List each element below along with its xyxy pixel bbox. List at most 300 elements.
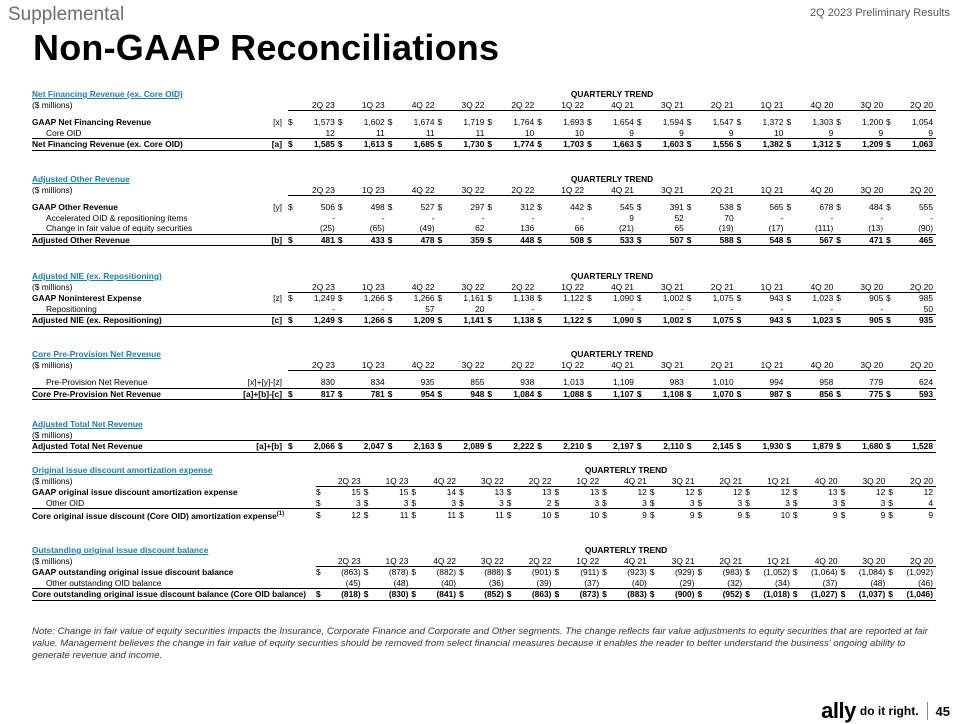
s2-row-value: - <box>830 212 834 223</box>
s5-row-currency: $ <box>288 441 297 453</box>
s1-col-header: 4Q 20 <box>786 100 836 111</box>
s6-row-value: 9 <box>802 509 841 522</box>
s1-col-header: 4Q 22 <box>388 100 438 111</box>
s6-col-header: 4Q 21 <box>602 476 650 487</box>
s7-row-currency: $ <box>602 589 611 601</box>
s5-units: ($ millions) <box>32 429 73 440</box>
s7-row-value: (1,046) <box>897 589 936 601</box>
s7-row-currency: $ <box>649 567 655 577</box>
s1-row-value: 11 <box>375 127 385 138</box>
s2-row-currency <box>836 213 845 224</box>
s1-row-value: 1,312 <box>795 139 836 151</box>
s6-row-value: 9 <box>707 509 746 522</box>
s1-row-value: 1,063 <box>895 139 936 151</box>
s4-row-currency: $ <box>587 388 596 400</box>
s6-row-currency: $ <box>650 509 659 522</box>
s6-row-currency: $ <box>792 487 798 497</box>
s4-row-label: Pre-Provision Net Revenue <box>46 377 148 387</box>
s6-row-value: 12 <box>732 487 743 497</box>
s6-col-header: 1Q 22 <box>554 476 602 487</box>
s7-row-currency <box>793 578 802 589</box>
s7-row-value: (888) <box>484 567 504 577</box>
s4-row-currency <box>687 377 696 388</box>
s7-row-value: (32) <box>727 577 743 588</box>
s7-row-currency <box>650 578 659 589</box>
s6-row-currency: $ <box>506 487 512 497</box>
s3-row-currency: $ <box>736 293 742 303</box>
s7-title <box>32 545 316 556</box>
s4-row-value: 1,070 <box>696 388 737 400</box>
s6-col-header: 4Q 20 <box>793 476 841 487</box>
s6-row-value: 11 <box>468 509 507 522</box>
s7-row-value: (923) <box>627 567 647 577</box>
s1-col-header: 2Q 22 <box>487 100 537 111</box>
s3-col-header: 4Q 20 <box>786 282 836 293</box>
s2-row-value: 52 <box>674 212 684 223</box>
section-core-ppnr <box>32 349 936 400</box>
s2-row-currency: $ <box>537 234 546 246</box>
s5-col-blank-11 <box>836 430 886 441</box>
s1-row-currency: $ <box>537 117 542 127</box>
s3-col-header: 1Q 22 <box>537 282 587 293</box>
s6-row-currency: $ <box>506 497 512 508</box>
s1-col-header: 2Q 21 <box>687 100 737 111</box>
s2-row-value: 359 <box>447 234 488 246</box>
s2-row-value: (65) <box>369 223 385 233</box>
s3-col-header: 2Q 20 <box>886 282 936 293</box>
s7-row-currency: $ <box>840 567 846 577</box>
s2-row-label: GAAP Other Revenue <box>32 202 118 212</box>
s5-title <box>32 419 288 430</box>
s6-units: ($ millions) <box>32 475 73 486</box>
s2-row-value: 484 <box>869 202 884 212</box>
s1-row-value: 1,594 <box>662 117 684 127</box>
s7-row-currency: $ <box>411 589 420 601</box>
s3-row-currency: $ <box>288 293 293 303</box>
s1-row-currency: $ <box>437 117 443 127</box>
s2-row-currency: $ <box>587 202 592 212</box>
s1-row-currency <box>836 128 845 139</box>
s7-row-value: (929) <box>674 567 695 577</box>
s4-col-header: 3Q 21 <box>637 360 687 371</box>
s2-col-header: 4Q 22 <box>388 185 438 196</box>
s6-row-value: 9 <box>850 509 889 522</box>
s1-row-currency <box>687 128 696 139</box>
s3-row-value: 943 <box>769 293 784 303</box>
s6-row-value: 3 <box>880 497 886 508</box>
s3-row-currency: $ <box>438 315 447 327</box>
s4-row-value: 983 <box>669 377 684 387</box>
s2-row-value: 538 <box>719 202 734 212</box>
s2-row-currency <box>687 213 696 224</box>
s1-row-value: 1,674 <box>413 117 435 127</box>
s4-row-value: 855 <box>470 377 485 387</box>
s7-row-currency <box>698 578 707 589</box>
s7-col-header: 3Q 21 <box>650 556 698 567</box>
s2-row-currency <box>637 223 646 234</box>
s7-row-ref <box>300 567 316 578</box>
s6-row-currency: $ <box>554 497 560 508</box>
s6-col-header: 1Q 21 <box>745 476 793 487</box>
s6-row-value: 10 <box>563 509 602 522</box>
section-net-financing-revenue <box>32 89 936 151</box>
s6-row-currency: $ <box>793 509 802 522</box>
s6-row-currency: $ <box>888 497 893 508</box>
s1-row-currency: $ <box>637 139 646 151</box>
s3-row-currency: $ <box>338 315 347 327</box>
s1-col-header: 4Q 21 <box>587 100 637 111</box>
s2-row-value: 66 <box>574 223 585 233</box>
s3-row-currency <box>487 304 496 315</box>
s7-row-value: (48) <box>393 577 409 588</box>
s6-row-value: 2 <box>546 497 552 508</box>
s6-row-value: 12 <box>923 487 933 497</box>
s7-row-currency: $ <box>554 589 563 601</box>
s3-row-value: - <box>780 303 784 314</box>
s6-row-currency: $ <box>554 509 563 522</box>
s1-row-currency: $ <box>288 117 293 127</box>
s7-col-header: 1Q 22 <box>554 556 602 567</box>
s6-row-value: 3 <box>737 497 743 508</box>
s6-row-footnote-ref: (1) <box>276 511 285 517</box>
section-oid-balance <box>32 545 936 601</box>
s7-row-value: (901) <box>531 567 552 577</box>
s2-row-ref <box>242 213 288 224</box>
s3-row-currency: $ <box>587 293 592 303</box>
s1-row-value: 1,764 <box>513 117 535 127</box>
s1-row-currency <box>537 128 546 139</box>
s7-row-value: (1,092) <box>906 567 933 577</box>
s7-row-value: (1,018) <box>754 589 793 601</box>
s3-row-value: 50 <box>923 303 933 314</box>
s3-row-value: 1,122 <box>563 293 585 303</box>
s3-row-value: 1,002 <box>662 293 684 303</box>
s7-row-currency <box>888 578 897 589</box>
s6-row-value: 9 <box>897 509 936 522</box>
s2-row-value: - <box>880 212 884 223</box>
s2-row-value: 678 <box>819 202 834 212</box>
s1-row-value: 1,719 <box>463 117 485 127</box>
s7-row-currency: $ <box>793 589 802 601</box>
s3-col-header: 1Q 21 <box>737 282 787 293</box>
s2-row-value: 391 <box>669 202 684 212</box>
s5-row-currency: $ <box>687 441 696 453</box>
s1-row-currency: $ <box>288 139 297 151</box>
s5-row-value: 1,680 <box>845 441 886 453</box>
s4-row-currency <box>487 377 496 388</box>
s2-row-value: 548 <box>746 234 787 246</box>
s6-row-currency: $ <box>888 509 897 522</box>
s3-row-currency <box>637 304 646 315</box>
s1-row-currency: $ <box>587 117 592 127</box>
s3-row-currency: $ <box>687 315 696 327</box>
s3-row-currency <box>836 304 845 315</box>
s3-row-currency: $ <box>437 293 443 303</box>
s4-row-currency: $ <box>786 388 795 400</box>
s4-row-value: 938 <box>520 377 535 387</box>
s7-row-value: (841) <box>420 589 459 601</box>
s1-title <box>32 89 288 100</box>
s4-title <box>32 349 288 360</box>
s1-row-currency: $ <box>737 139 746 151</box>
s3-row-currency: $ <box>487 293 493 303</box>
s2-row-value: (13) <box>868 223 884 233</box>
s2-col-header: 2Q 22 <box>487 185 537 196</box>
s3-title <box>32 271 288 282</box>
s5-row-label: Adjusted Total Net Revenue <box>32 441 242 453</box>
s4-row-value: 779 <box>869 377 884 387</box>
s1-row-currency: $ <box>786 139 795 151</box>
s1-row-currency: $ <box>687 139 696 151</box>
s6-row-currency: $ <box>745 487 750 497</box>
s1-row-currency: $ <box>686 117 692 127</box>
s7-row-currency: $ <box>459 567 464 577</box>
s7-row-value: (1,027) <box>802 589 841 601</box>
s1-row-value: 1,372 <box>762 117 784 127</box>
s2-row-value: 433 <box>347 234 388 246</box>
s2-title <box>32 174 288 185</box>
s2-row-value: 507 <box>646 234 687 246</box>
s6-row-value: 3 <box>499 497 504 508</box>
s7-row-value: (29) <box>679 577 695 588</box>
s1-row-currency: $ <box>337 117 343 127</box>
s7-col-header: 2Q 22 <box>507 556 555 567</box>
s6-col-header: 4Q 22 <box>411 476 459 487</box>
s1-row-value: 1,613 <box>347 139 388 151</box>
s7-row-currency: $ <box>554 567 560 577</box>
s7-col-header: 2Q 21 <box>698 556 746 567</box>
s7-row-value: (1,064) <box>811 567 838 577</box>
s6-row-currency: $ <box>792 497 798 508</box>
s2-row-currency <box>786 213 795 224</box>
s1-row-value: 1,382 <box>746 139 787 151</box>
s4-col-header: 1Q 22 <box>537 360 587 371</box>
s2-row-value: - <box>332 212 335 223</box>
s6-row-currency: $ <box>363 487 369 497</box>
s6-row-currency: $ <box>411 509 420 522</box>
ally-logo: ally <box>821 698 856 723</box>
s6-row-value: 11 <box>420 509 459 522</box>
s7-col-header: 4Q 22 <box>411 556 459 567</box>
s3-title-link: Adjusted NIE (ex. Repositioning) <box>32 271 162 281</box>
s7-row-value: (34) <box>774 577 790 588</box>
s6-row-value: 12 <box>637 487 647 497</box>
s2-row-value: (25) <box>319 223 335 233</box>
s2-row-label: Change in fair value of equity securities <box>46 223 193 233</box>
s1-row-currency <box>288 128 297 139</box>
s4-row-currency <box>587 377 596 388</box>
s6-row-currency: $ <box>745 497 750 508</box>
s2-row-value: 465 <box>895 234 936 246</box>
s5-row-currency: $ <box>338 441 347 453</box>
s2-row-value: 448 <box>496 234 537 246</box>
s3-row-value: - <box>332 303 335 314</box>
s6-row-currency: $ <box>698 509 707 522</box>
s3-row-value: 1,161 <box>463 293 485 303</box>
s2-row-currency <box>338 223 347 234</box>
divider <box>927 702 928 720</box>
s7-row-value: (983) <box>722 567 743 577</box>
s1-row-value: 1,602 <box>363 117 385 127</box>
s1-row-value: 1,573 <box>313 117 335 127</box>
s1-row-currency: $ <box>338 139 347 151</box>
s6-row-value: 14 <box>446 487 457 497</box>
s4-row-currency: $ <box>438 388 447 400</box>
s3-row-currency: $ <box>686 293 692 303</box>
s1-title-link: Net Financing Revenue (ex. Core OID) <box>32 89 183 99</box>
s3-row-value: 1,023 <box>795 315 836 327</box>
s4-row-value: 1,108 <box>646 388 687 400</box>
s7-row-value: (818) <box>325 589 364 601</box>
s2-row-label: Accelerated OID & repositioning items <box>46 212 188 223</box>
s4-row-value: 775 <box>845 388 886 400</box>
s1-col-header: 3Q 20 <box>836 100 886 111</box>
s2-row-currency: $ <box>687 234 696 246</box>
s1-row-currency <box>388 128 397 139</box>
s3-row-value: - <box>531 303 535 314</box>
s2-col-header: 1Q 23 <box>338 185 388 196</box>
s1-row-currency: $ <box>387 117 393 127</box>
s3-row-currency <box>438 304 447 315</box>
s1-row-currency <box>737 128 746 139</box>
s3-row-currency <box>687 304 696 315</box>
s2-row-value: 62 <box>475 223 485 233</box>
s1-row-value: 1,547 <box>712 117 734 127</box>
s6-row-currency: $ <box>840 497 846 508</box>
s4-row-value: 856 <box>795 388 836 400</box>
s2-row-currency: $ <box>637 234 646 246</box>
s4-col-header: 2Q 20 <box>886 360 936 371</box>
s6-row-value: 13 <box>589 487 600 497</box>
s2-row-value: 136 <box>520 223 535 233</box>
s5-row-currency: $ <box>537 441 546 453</box>
s4-row-value: 948 <box>447 388 488 400</box>
s6-row-value: 9 <box>659 509 698 522</box>
s2-row-ref <box>242 223 288 234</box>
s3-row-value: 1,122 <box>546 315 587 327</box>
s5-row-value: 1,930 <box>746 441 787 453</box>
s1-row-currency <box>637 128 646 139</box>
s7-row-label: Core outstanding original issue discount balance (Core OID balance) <box>32 589 307 599</box>
s1-row-currency: $ <box>487 117 493 127</box>
s1-row-ref: [x] <box>273 117 282 127</box>
s6-col-header: 3Q 20 <box>841 476 889 487</box>
s2-row-value: 478 <box>397 234 438 246</box>
s5-row-currency: $ <box>637 441 646 453</box>
s5-row-value: 2,163 <box>397 441 438 453</box>
s7-row-currency: $ <box>650 589 659 601</box>
s2-row-value: 498 <box>370 202 385 212</box>
s1-row-value: 9 <box>629 127 634 138</box>
s4-row-currency: $ <box>687 388 696 400</box>
s2-row-currency: $ <box>886 202 891 212</box>
s3-row-value: 1,266 <box>413 293 435 303</box>
s7-col-header: 3Q 22 <box>459 556 507 567</box>
s1-col-header: 2Q 20 <box>886 100 936 111</box>
s2-row-value: (49) <box>419 223 435 233</box>
s4-row-currency <box>737 377 746 388</box>
s3-row-value: 1,249 <box>297 315 338 327</box>
s3-row-currency: $ <box>537 293 542 303</box>
s5-row-value: 1,528 <box>895 441 936 453</box>
s2-quarterly-trend: QUARTERLY TREND <box>570 174 654 184</box>
s2-row-currency <box>886 223 895 234</box>
s2-row-currency: $ <box>338 234 347 246</box>
s2-row-currency: $ <box>886 234 895 246</box>
s5-col-blank-5 <box>537 430 587 441</box>
s2-row-currency: $ <box>636 202 642 212</box>
s3-row-value: 1,138 <box>513 293 535 303</box>
s1-row-value: 1,685 <box>397 139 438 151</box>
s7-row-value: (878) <box>388 567 409 577</box>
s2-row-currency: $ <box>337 202 343 212</box>
s5-row-value: 1,879 <box>795 441 836 453</box>
s6-col-header: 3Q 22 <box>459 476 507 487</box>
s5-row-currency: $ <box>388 441 397 453</box>
s1-row-label: Net Financing Revenue (ex. Core OID) <box>32 139 242 151</box>
s6-row-ref <box>300 487 316 498</box>
s3-row-value: 1,075 <box>712 293 734 303</box>
s3-quarterly-trend: QUARTERLY TREND <box>570 271 654 281</box>
s7-row-value: (1,052) <box>763 567 790 577</box>
s3-row-value: 1,090 <box>612 293 634 303</box>
s6-row-value: 15 <box>351 487 361 497</box>
s6-row-value: 13 <box>494 487 504 497</box>
s3-row-currency: $ <box>737 315 746 327</box>
s2-row-currency <box>438 213 447 224</box>
s4-title-link: Core Pre-Provision Net Revenue <box>32 349 161 359</box>
s7-row-currency <box>316 578 325 589</box>
s4-row-currency: $ <box>836 388 845 400</box>
s6-row-currency: $ <box>649 497 655 508</box>
s7-row-currency <box>745 578 754 589</box>
s2-col-header: 4Q 20 <box>786 185 836 196</box>
s1-row-value: 1,703 <box>546 139 587 151</box>
s4-col-header: 4Q 20 <box>786 360 836 371</box>
s2-row-currency <box>836 223 845 234</box>
s3-row-ref: [c] <box>242 315 288 327</box>
s1-row-currency <box>438 128 447 139</box>
supplemental-label: Supplemental <box>8 4 125 25</box>
s6-row-value: 3 <box>689 497 695 508</box>
s6-row-ref <box>300 509 316 522</box>
s6-row-currency: $ <box>697 487 703 497</box>
s3-row-ref <box>242 304 288 315</box>
s3-row-currency: $ <box>537 315 546 327</box>
s3-row-currency <box>737 304 746 315</box>
s2-row-currency: $ <box>537 202 542 212</box>
s1-col-header: 1Q 22 <box>537 100 587 111</box>
s3-units: ($ millions) <box>32 281 73 292</box>
s7-row-currency: $ <box>507 589 516 601</box>
s3-row-value: 1,002 <box>646 315 687 327</box>
s3-col-header: 3Q 21 <box>637 282 687 293</box>
s2-row-value: 565 <box>769 202 784 212</box>
s7-row-value: (830) <box>373 589 412 601</box>
s1-col-header: 3Q 21 <box>637 100 687 111</box>
s2-row-currency <box>288 223 297 234</box>
s2-row-currency: $ <box>288 234 297 246</box>
s5-row-ref: [a]+[b] <box>242 441 288 453</box>
s3-row-value: 905 <box>845 315 886 327</box>
s6-row-currency: $ <box>411 487 417 497</box>
s5-col-blank-9 <box>737 430 787 441</box>
s2-row-value: 567 <box>795 234 836 246</box>
s7-row-label: Other outstanding OID balance <box>46 577 162 588</box>
s6-row-currency: $ <box>316 497 321 508</box>
s4-row-value: 624 <box>919 377 933 387</box>
s6-row-currency: $ <box>411 497 417 508</box>
